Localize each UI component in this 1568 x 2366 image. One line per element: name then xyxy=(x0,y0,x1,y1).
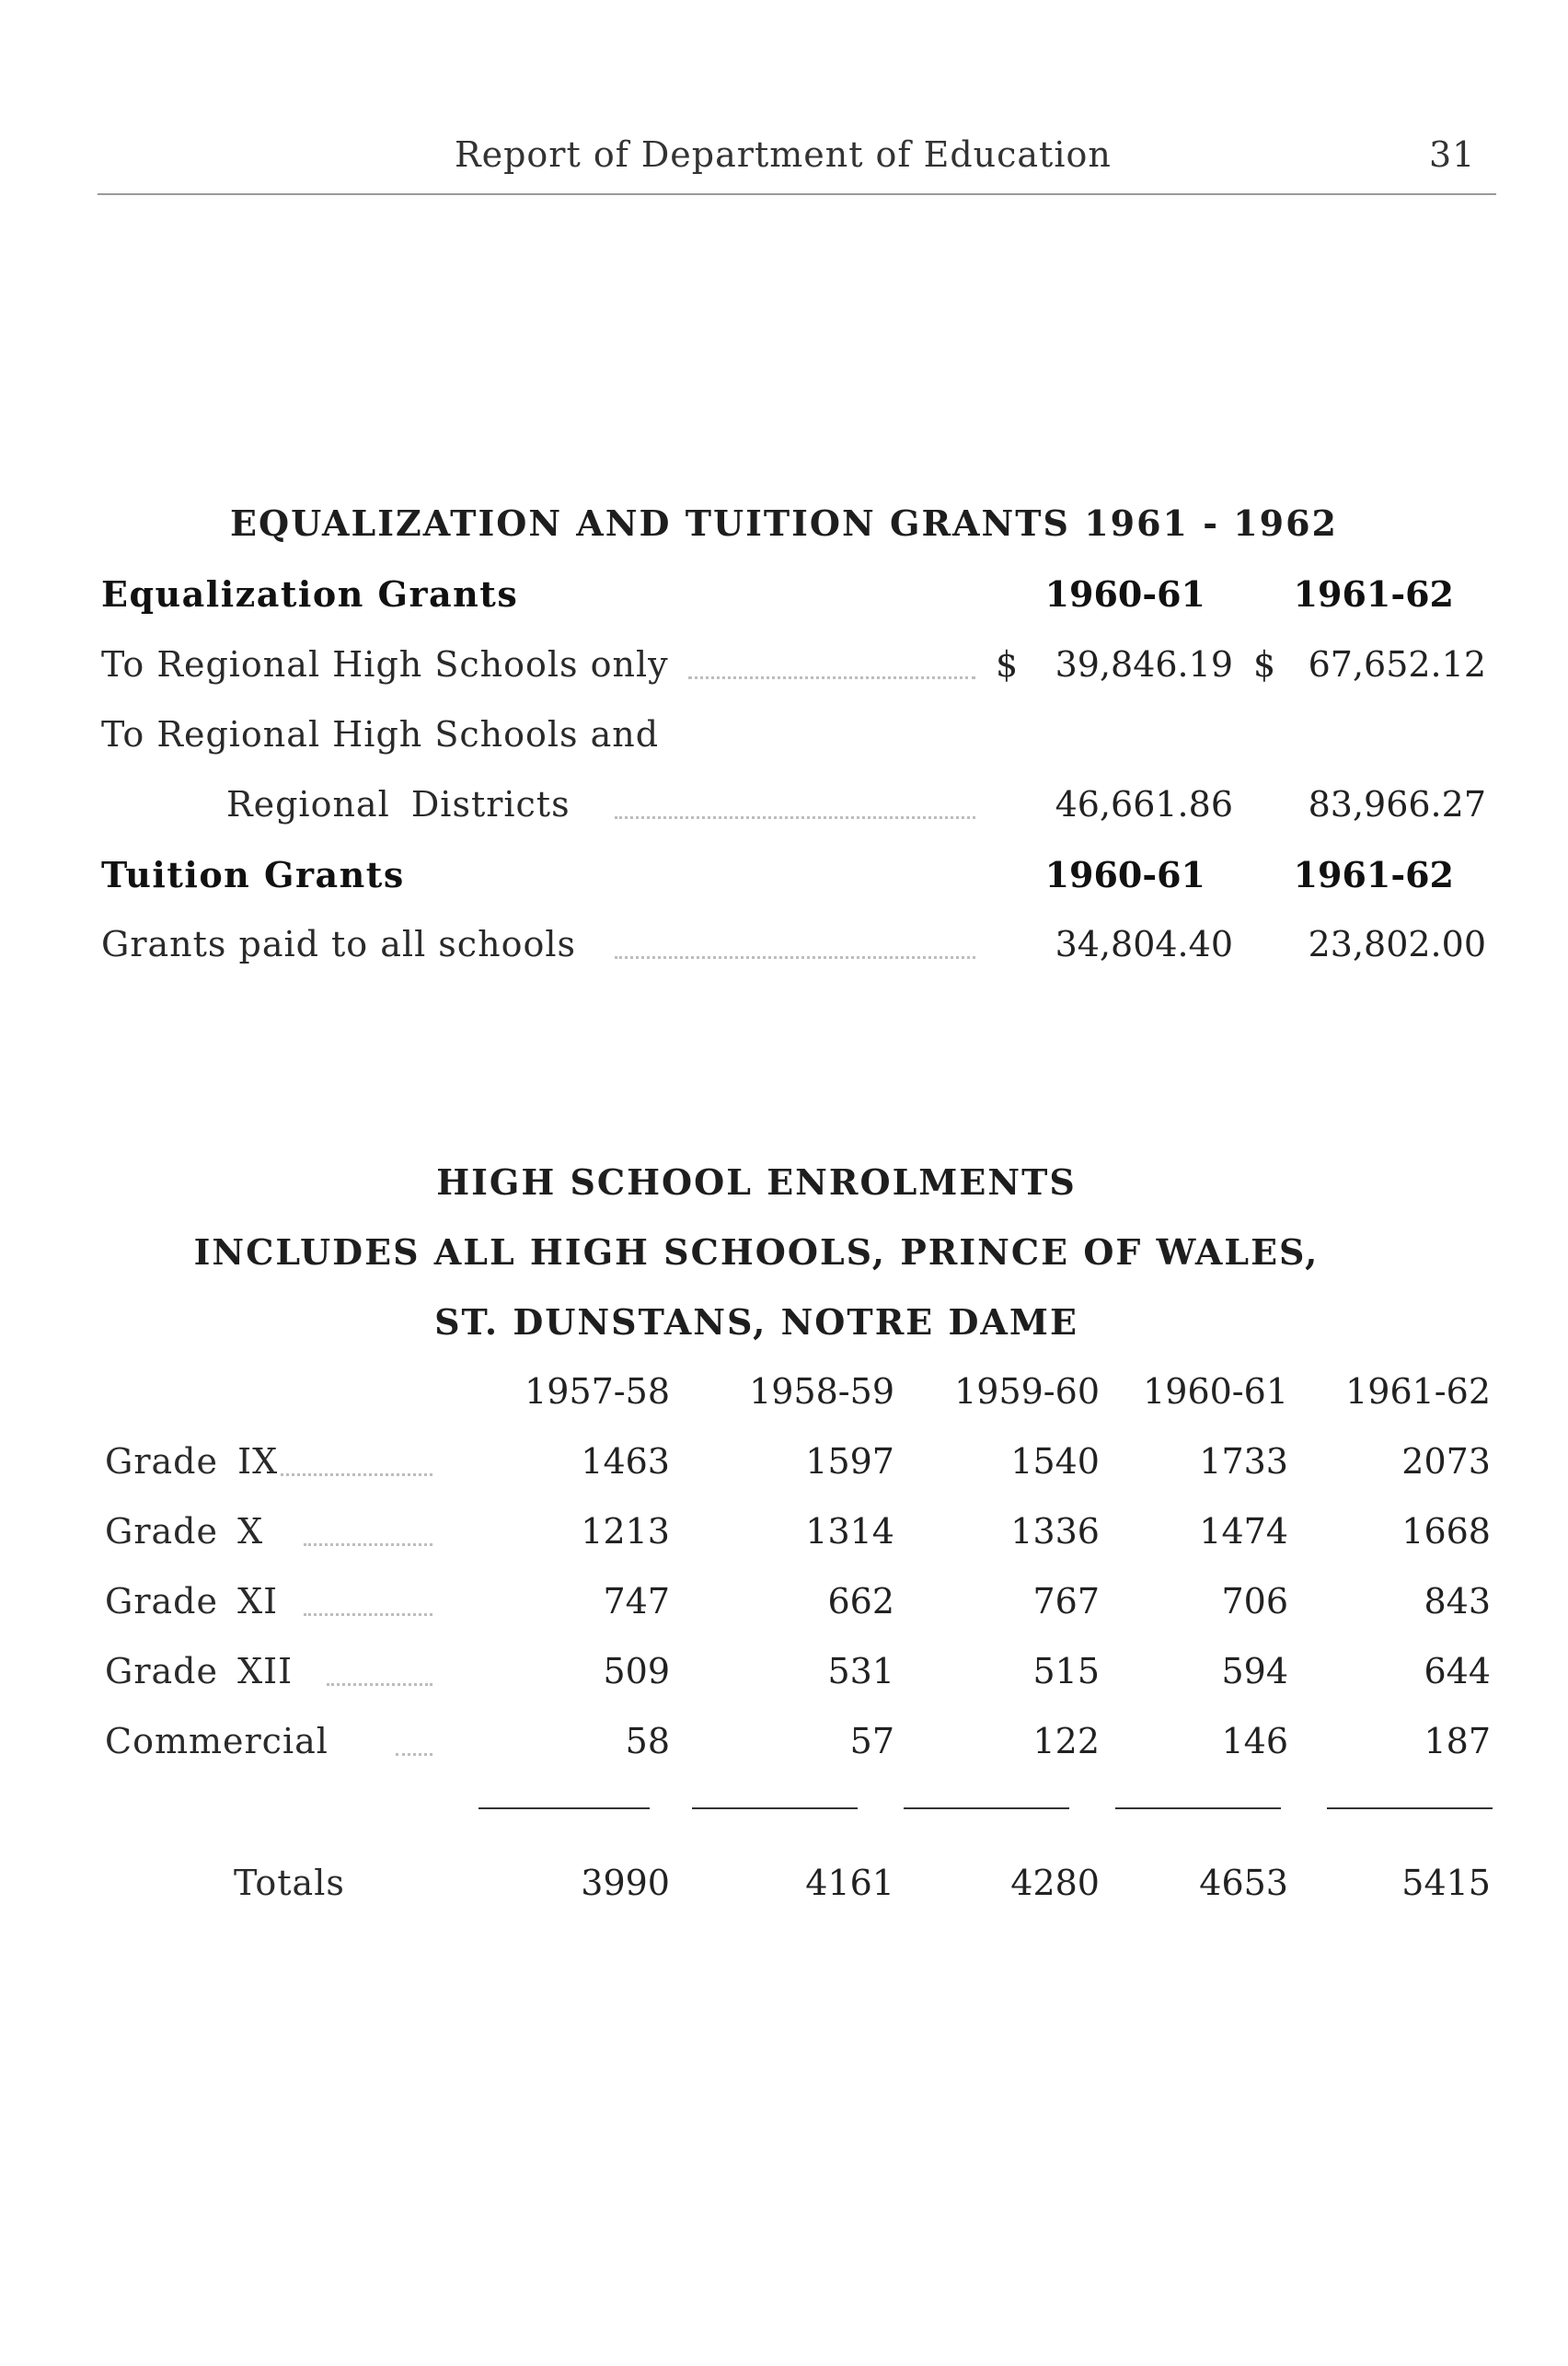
enrolment-cell: 515 xyxy=(1032,1651,1100,1691)
year-column-header: 1961-62 xyxy=(1345,1371,1491,1412)
equalization-col2-header: 1961-62 xyxy=(1293,573,1454,615)
enrolment-cell: 1474 xyxy=(1199,1511,1288,1552)
dollar-sign: $ xyxy=(1253,644,1276,685)
enrolment-cell: 1733 xyxy=(1199,1441,1288,1482)
dot-leader xyxy=(688,676,975,679)
sum-rule xyxy=(904,1807,1069,1809)
enrolment-cell: 1597 xyxy=(805,1441,894,1482)
enrolment-cell: 509 xyxy=(603,1651,670,1691)
enrolment-cell: 747 xyxy=(603,1581,670,1622)
enrolment-row-label: Grade XII xyxy=(105,1651,294,1691)
regional-districts-1960-61: 46,661.86 xyxy=(1055,784,1233,825)
enrolment-cell: 1463 xyxy=(581,1441,670,1482)
totals-label: Totals xyxy=(234,1863,345,1903)
enrolment-cell: 146 xyxy=(1221,1721,1288,1761)
equalization-grants-label: Equalization Grants xyxy=(101,573,519,615)
enrolment-cell: 594 xyxy=(1221,1651,1288,1691)
dot-leader xyxy=(304,1613,432,1616)
enrolment-cell: 531 xyxy=(827,1651,894,1691)
enrolments-subtitle-line1: INCLUDES ALL HIGH SCHOOLS, PRINCE OF WALES, xyxy=(193,1231,1320,1273)
sum-rule xyxy=(478,1807,650,1809)
tuition-grants-label: Tuition Grants xyxy=(101,854,405,895)
regional-districts-1961-62: 83,966.27 xyxy=(1308,784,1486,825)
total-cell: 3990 xyxy=(581,1863,670,1903)
sum-rule xyxy=(1115,1807,1281,1809)
enrolment-cell: 1668 xyxy=(1401,1511,1491,1552)
enrolment-row-label: Grade IX xyxy=(105,1441,279,1482)
enrolment-cell: 2073 xyxy=(1401,1441,1491,1482)
regional-high-schools-only-1960-61: 39,846.19 xyxy=(1055,644,1233,685)
enrolment-row-label: Grade X xyxy=(105,1511,264,1552)
year-column-header: 1960-61 xyxy=(1143,1371,1288,1412)
enrolment-row-label: Grade XI xyxy=(105,1581,279,1622)
enrolment-cell: 1213 xyxy=(581,1511,670,1552)
page-number: 31 xyxy=(1429,134,1476,175)
year-column-header: 1957-58 xyxy=(525,1371,670,1412)
enrolment-cell: 1540 xyxy=(1010,1441,1100,1482)
enrolment-cell: 58 xyxy=(625,1721,670,1761)
enrolment-row-label: Commercial xyxy=(105,1721,329,1761)
sum-rule xyxy=(1327,1807,1493,1809)
tuition-col1-header: 1960-61 xyxy=(1044,854,1205,895)
dot-leader xyxy=(615,956,975,959)
dot-leader xyxy=(281,1473,432,1476)
enrolments-title: HIGH SCHOOL ENROLMENTS xyxy=(436,1161,1077,1203)
enrolment-cell: 1336 xyxy=(1010,1511,1100,1552)
regional-high-schools-only-1961-62: 67,652.12 xyxy=(1308,644,1486,685)
enrolment-cell: 644 xyxy=(1424,1651,1491,1691)
grants-paid-all-schools-label: Grants paid to all schools xyxy=(101,924,576,964)
enrolment-cell: 1314 xyxy=(805,1511,894,1552)
total-cell: 4653 xyxy=(1199,1863,1288,1903)
enrolment-cell: 187 xyxy=(1424,1721,1491,1761)
dot-leader xyxy=(615,816,975,819)
year-column-header: 1959-60 xyxy=(954,1371,1100,1412)
equalization-title: EQUALIZATION AND TUITION GRANTS 1961 - 1962 xyxy=(230,502,1338,544)
enrolment-cell: 57 xyxy=(849,1721,894,1761)
enrolment-cell: 122 xyxy=(1032,1721,1100,1761)
tuition-col2-header: 1961-62 xyxy=(1293,854,1454,895)
enrolment-cell: 843 xyxy=(1424,1581,1491,1622)
year-column-header: 1958-59 xyxy=(749,1371,894,1412)
dot-leader xyxy=(304,1543,432,1546)
enrolments-subtitle-line2: ST. DUNSTANS, NOTRE DAME xyxy=(434,1301,1078,1343)
enrolment-cell: 662 xyxy=(827,1581,894,1622)
grants-paid-all-schools-1960-61: 34,804.40 xyxy=(1055,924,1233,964)
dot-leader xyxy=(327,1683,432,1686)
enrolment-cell: 767 xyxy=(1032,1581,1100,1622)
regional-high-schools-only-label: To Regional High Schools only xyxy=(101,644,669,685)
header-rule xyxy=(98,193,1496,195)
running-title: Report of Department of Education xyxy=(455,134,1112,175)
regional-high-schools-and-label: To Regional High Schools and xyxy=(101,714,660,755)
grants-paid-all-schools-1961-62: 23,802.00 xyxy=(1308,924,1486,964)
sum-rule xyxy=(692,1807,858,1809)
equalization-col1-header: 1960-61 xyxy=(1044,573,1205,615)
enrolment-cell: 706 xyxy=(1221,1581,1288,1622)
regional-districts-label: Regional Districts xyxy=(226,784,571,825)
total-cell: 4280 xyxy=(1010,1863,1100,1903)
total-cell: 5415 xyxy=(1401,1863,1491,1903)
dollar-sign: $ xyxy=(996,644,1019,685)
total-cell: 4161 xyxy=(805,1863,894,1903)
dot-leader xyxy=(396,1753,432,1756)
